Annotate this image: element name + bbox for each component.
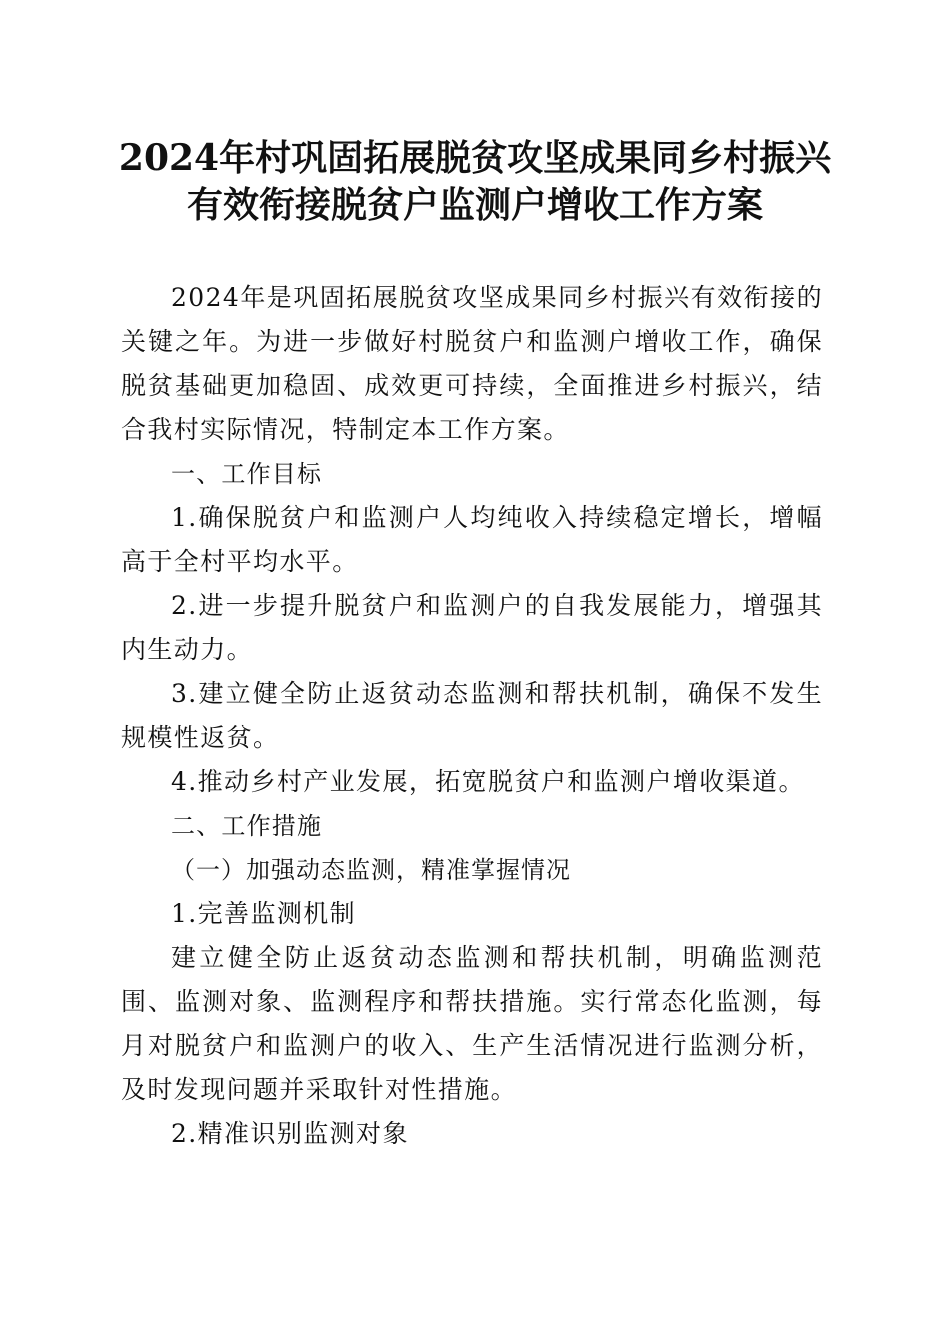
intro-paragraph: 2024年是巩固拓展脱贫攻坚成果同乡村振兴有效衔接的关键之年。为进一步做好村脱贫户和监测户增收工作，确保脱贫基础更加稳固、成效更可持续，全面推进乡村振兴，结合我村实际情况，特制定本工作方案。 bbox=[121, 283, 823, 444]
document-body bbox=[121, 276, 823, 1156]
document-title-line-1: 2024年村巩固拓展脱贫攻坚成果同乡村振兴 bbox=[118, 137, 832, 179]
measure-item-1-title: 1.完善监测机制 bbox=[171, 899, 357, 928]
section-heading-goals: 一、工作目标 bbox=[171, 460, 323, 488]
measure-item-2-title: 2.精准识别监测对象 bbox=[171, 1119, 409, 1148]
goal-item-3: 3.建立健全防止返贫动态监测和帮扶机制，确保不发生规模性返贫。 bbox=[121, 679, 823, 752]
goal-item-2: 2.进一步提升脱贫户和监测户的自我发展能力，增强其内生动力。 bbox=[121, 591, 823, 664]
section-heading-measures: 二、工作措施 bbox=[171, 812, 323, 840]
document-title-line-2: 有效衔接脱贫户监测户增收工作方案 bbox=[186, 184, 763, 226]
subsection-heading-monitoring: （一）加强动态监测，精准掌握情况 bbox=[171, 856, 571, 884]
measure-item-1-body: 建立健全防止返贫动态监测和帮扶机制，明确监测范围、监测对象、监测程序和帮扶措施。实行常态化监测，每月对脱贫户和监测户的收入、生产生活情况进行监测分析，及时发现问题并采取针对性措施。 bbox=[121, 943, 823, 1104]
goal-item-1: 1.确保脱贫户和监测户人均纯收入持续稳定增长，增幅高于全村平均水平。 bbox=[121, 503, 823, 576]
goal-item-4: 4.推动乡村产业发展，拓宽脱贫户和监测户增收渠道。 bbox=[171, 767, 805, 796]
